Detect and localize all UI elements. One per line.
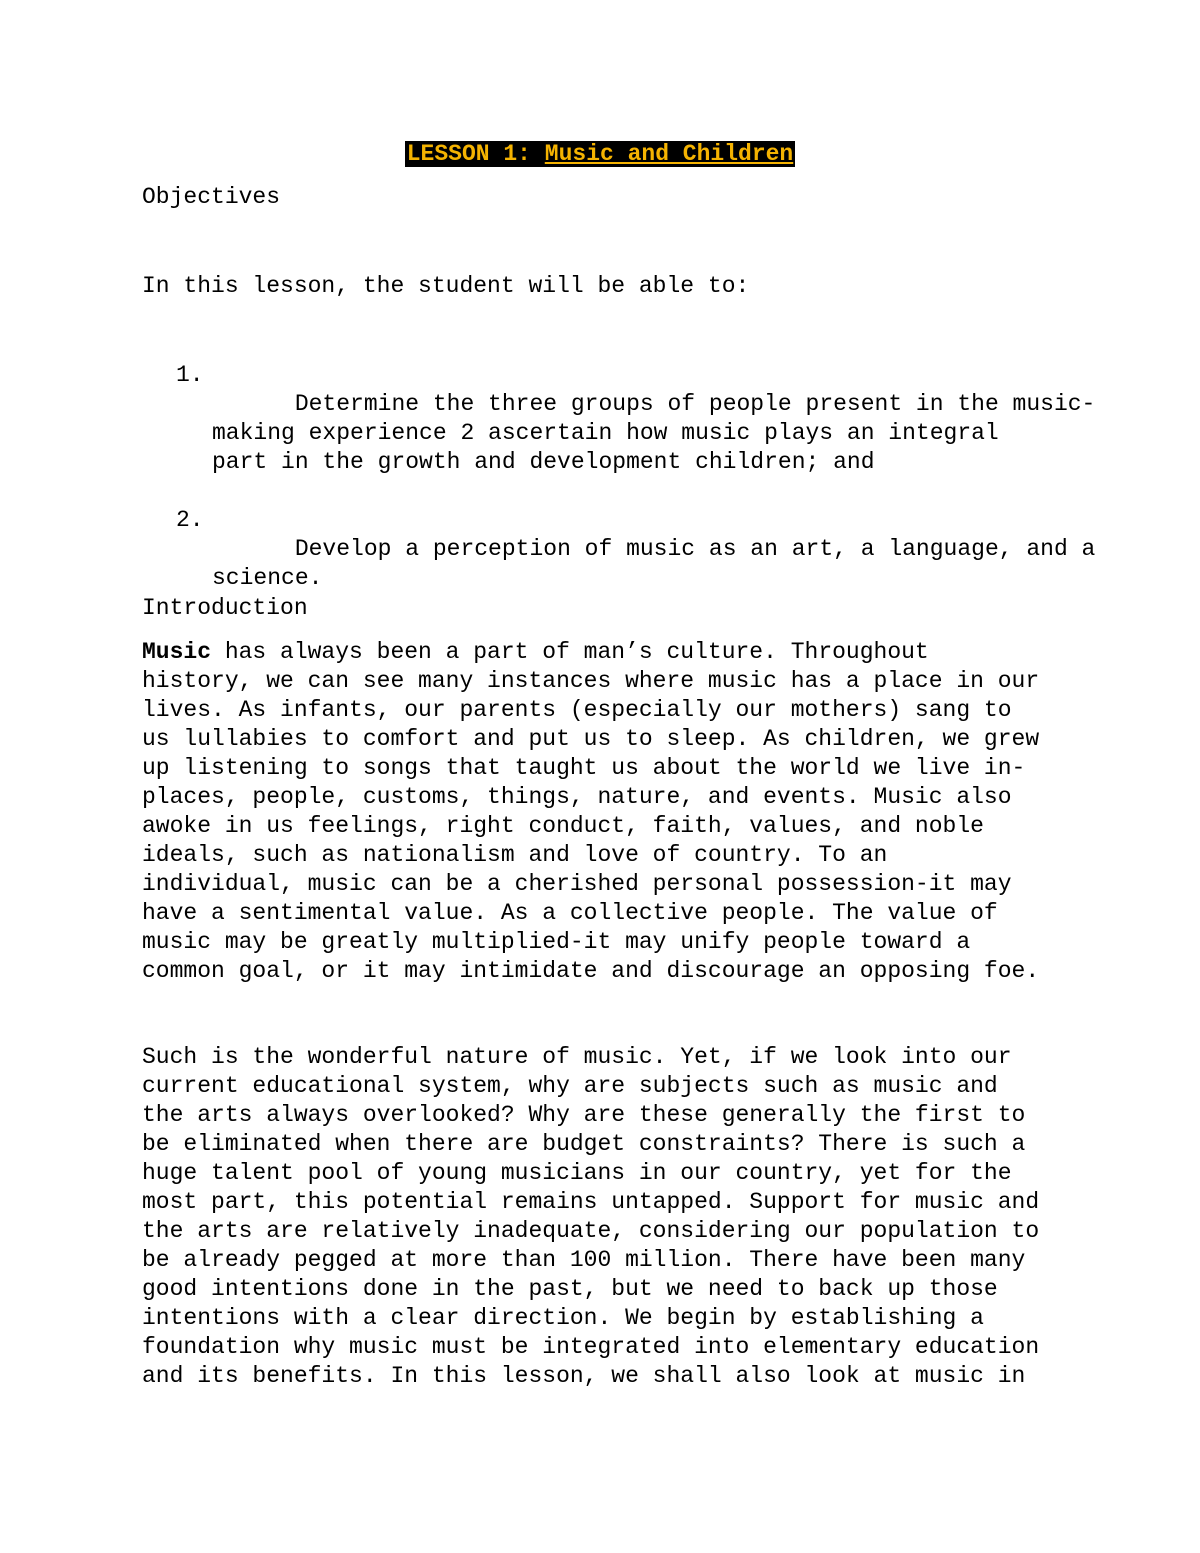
lesson-title-prefix: LESSON 1: — [406, 141, 545, 167]
paragraph-lead-word: Music — [142, 639, 212, 665]
objectives-intro: In this lesson, the student will be able to: — [142, 273, 750, 299]
list-item-number: 1. — [176, 362, 204, 388]
objectives-list — [142, 361, 1096, 622]
lesson-title-main: Music and Children — [544, 141, 794, 167]
introduction-paragraph-2: Such is the wonderful nature of music. Yet, if we look into our current educational system, why are subjects such as music and the arts always overlooked? Why are these generally the first to be eliminated when there are budget constraints? There is such a huge talent pool of young musicians in our country, yet for the most part, this potential remains untapped. Support for music and the arts are relatively inadequate, considering our population to be already pegged at more than 100 million. There have been many good intentions done in the past, but we need to back up those intentions with a clear direction. We begin by establishing a foundation why music must be integrated into elementary education and its benefits. In this lesson, we shall also look at music in — [142, 1044, 1040, 1389]
introduction-paragraph-1 — [142, 638, 1082, 986]
introduction-heading: Introduction — [142, 595, 308, 621]
paragraph-1-body: has always been a part of man’s culture. Throughout history, we can see many instances where music has a place in our lives. As infants, our parents (especially our mothers) sang to us lullabies to comfort and put us to sleep. As children, we grew up listening to songs that taught us about the world we live in- places, people, customs, things, nature, and events. Music also awoke in us feelings, right conduct, faith, values, and noble ideals, such as nationalism and love of country. To an individual, music can be a cherished personal possession-it may have a sentimental value. As a collective people. The value of music may be greatly multiplied-it may unify people toward a common goal, or it may intimidate and discourage an opposing foe. — [142, 639, 1040, 984]
lesson-title-container — [0, 141, 1200, 167]
lesson-title — [405, 141, 795, 167]
list-item-number: 2. — [176, 507, 204, 533]
list-item-text: Determine the three groups of people present in the music- making experience 2 ascertain how music plays an integral part in the growth and development children; and — [212, 391, 1096, 475]
list-item-text: Develop a perception of music as an art, a language, and a science. — [212, 536, 1096, 591]
objectives-heading: Objectives — [142, 184, 281, 210]
list-item — [142, 361, 1096, 506]
